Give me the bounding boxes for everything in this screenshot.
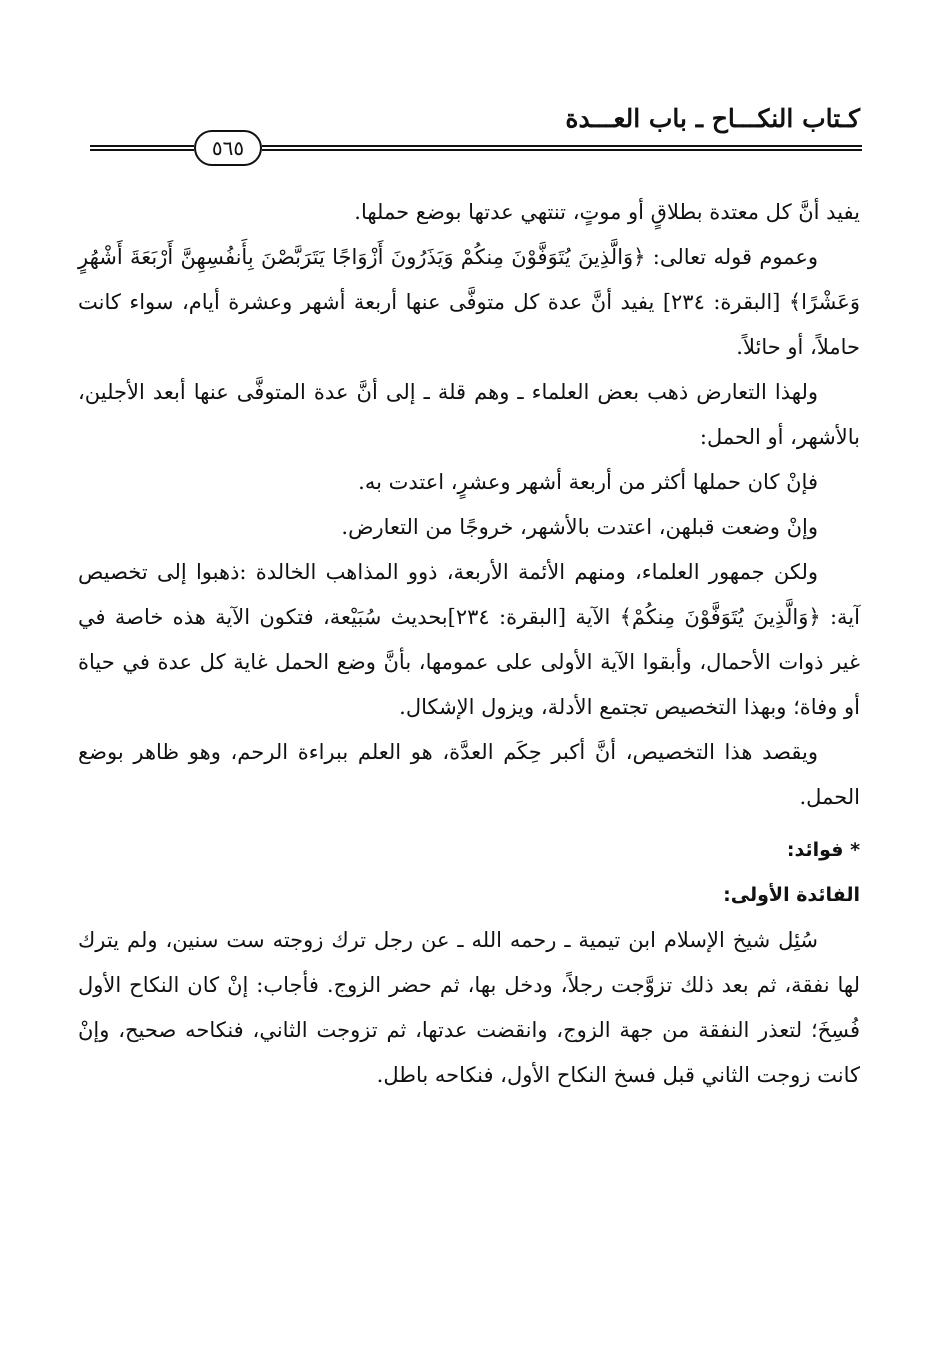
- paragraph-1: يفيد أنَّ كل معتدة بطلاقٍ أو موتٍ، تنتهي عدتها بوضع حملها.: [354, 200, 860, 224]
- header-rule-left: [90, 145, 194, 151]
- paragraph-4: فإنْ كان حملها أكثر من أربعة أشهر وعشرٍ، اعتدت به.: [358, 470, 818, 494]
- running-header-title: كـتاب النكـــاح ـ باب العـــدة: [565, 104, 860, 133]
- header-rule-right: [262, 145, 862, 151]
- paragraph-2: وعموم قوله تعالى: ﴿وَالَّذِينَ يُتَوَفَّوْنَ مِنكُمْ وَيَذَرُونَ أَزْوَاجًا يَتَرَبَّصْنَ بِأَنفُسِهِنَّ أَرْبَعَةَ أَشْهُرٍ وَعَشْرًا﴾ [البقرة: ٢٣٤] يفيد أنَّ عدة كل متوفَّى عنها أربعة أشهر وعشرة أيام، سواء كانت حاملاً، أو حائلاً.: [78, 245, 860, 359]
- page-number: ٥٦٥: [194, 130, 262, 166]
- paragraph-5: وإنْ وضعت قبلهن، اعتدت بالأشهر، خروجًا من التعارض.: [341, 515, 818, 539]
- section-heading-benefits: * فوائد:: [786, 839, 860, 861]
- paragraph-6: ولكن جمهور العلماء، ومنهم الأئمة الأربعة، ذوو المذاهب الخالدة :ذهبوا إلى تخصيص آية: ﴿وَالَّذِينَ يُتَوَفَّوْنَ مِنكُمْ﴾ الآية [البقرة: ٢٣٤]بحديث سُبَيْعة، فتكون الآية هذه خاصة في غير ذوات الأحمال، وأبقوا الآية الأولى على عمومها، بأنَّ وضع الحمل غاية كل عدة في حياة أو وفاة؛ وبهذا التخصيص تجتمع الأدلة، ويزول الإشكال.: [78, 560, 860, 719]
- paragraph-8: سُئِل شيخ الإسلام ابن تيمية ـ رحمه الله ـ عن رجل ترك زوجته ست سنين، ولم يترك لها نفقة، ثم بعد ذلك تزوَّجت رجلاً، ودخل بها، ثم حضر الزوج. فأجاب: إنْ كان النكاح الأول فُسِخَ؛ لتعذر النفقة من جهة الزوج، وانقضت عدتها، ثم تزوجت الثاني، فنكاحه صحيح، وإنْ كانت زوجت الثاني قبل فسخ النكاح الأول، فنكاحه باطل.: [78, 928, 860, 1087]
- main-text: [78, 190, 860, 1098]
- section-heading-first-benefit: الفائدة الأولى:: [723, 884, 860, 906]
- paragraph-3: ولهذا التعارض ذهب بعض العلماء ـ وهم قلة ـ إلى أنَّ عدة المتوفَّى عنها أبعد الأجلين، بالأشهر، أو الحمل:: [78, 380, 860, 449]
- paragraph-7: ويقصد هذا التخصيص، أنَّ أكبر حِكَم العدَّة، هو العلم ببراءة الرحم، وهو ظاهر بوضع الحمل.: [78, 740, 860, 809]
